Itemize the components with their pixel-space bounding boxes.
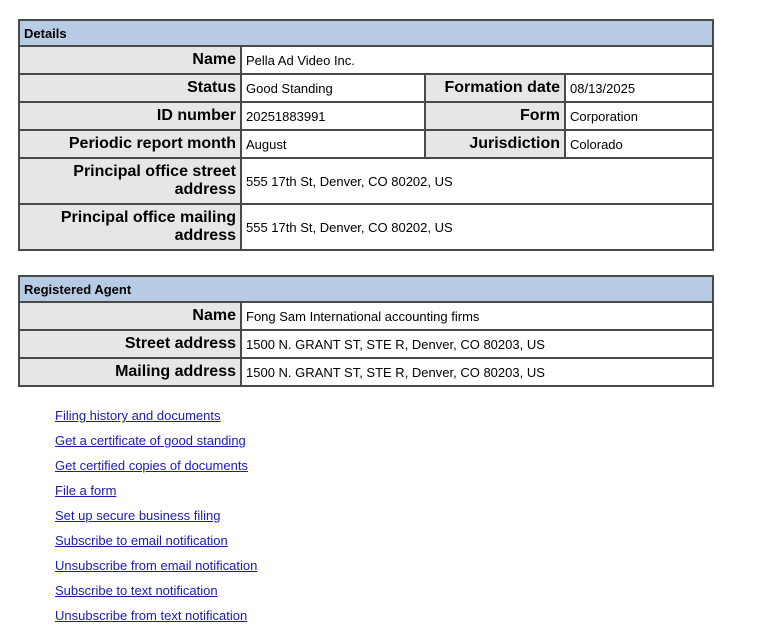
periodic-report-month-label: Periodic report month [19, 130, 241, 158]
name-value: Pella Ad Video Inc. [241, 46, 713, 74]
jurisdiction-value: Colorado [565, 130, 713, 158]
subscribe-email-link[interactable]: Subscribe to email notification [55, 533, 228, 548]
status-label: Status [19, 74, 241, 102]
details-section-title: Details [19, 20, 713, 46]
principal-office-mailing-label: Principal office mailing address [19, 204, 241, 250]
unsubscribe-text-link[interactable]: Unsubscribe from text notification [55, 608, 248, 623]
agent-street-address-value: 1500 N. GRANT ST, STE R, Denver, CO 80203, US [241, 330, 713, 358]
actions-link-list [55, 406, 257, 631]
form-value: Corporation [565, 102, 713, 130]
agent-name-value: Fong Sam International accounting firms [241, 302, 713, 330]
details-table [18, 19, 714, 251]
secure-business-filing-link[interactable]: Set up secure business filing [55, 508, 221, 523]
formation-date-value: 08/13/2025 [565, 74, 713, 102]
principal-office-street-value: 555 17th St, Denver, CO 80202, US [241, 158, 713, 204]
jurisdiction-label: Jurisdiction [425, 130, 565, 158]
registered-agent-section-title: Registered Agent [19, 276, 713, 302]
periodic-report-month-value: August [241, 130, 425, 158]
registered-agent-table [18, 275, 714, 387]
filing-history-link[interactable]: Filing history and documents [55, 408, 221, 423]
status-value: Good Standing [241, 74, 425, 102]
agent-mailing-address-label: Mailing address [19, 358, 241, 386]
form-label: Form [425, 102, 565, 130]
name-label: Name [19, 46, 241, 74]
file-a-form-link[interactable]: File a form [55, 483, 117, 498]
subscribe-text-link[interactable]: Subscribe to text notification [55, 583, 218, 598]
agent-street-address-label: Street address [19, 330, 241, 358]
certified-copies-link[interactable]: Get certified copies of documents [55, 458, 248, 473]
id-number-label: ID number [19, 102, 241, 130]
id-number-value: 20251883991 [241, 102, 425, 130]
principal-office-mailing-value: 555 17th St, Denver, CO 80202, US [241, 204, 713, 250]
agent-name-label: Name [19, 302, 241, 330]
certificate-good-standing-link[interactable]: Get a certificate of good standing [55, 433, 246, 448]
principal-office-street-label: Principal office street address [19, 158, 241, 204]
agent-mailing-address-value: 1500 N. GRANT ST, STE R, Denver, CO 80203, US [241, 358, 713, 386]
formation-date-label: Formation date [425, 74, 565, 102]
unsubscribe-email-link[interactable]: Unsubscribe from email notification [55, 558, 258, 573]
